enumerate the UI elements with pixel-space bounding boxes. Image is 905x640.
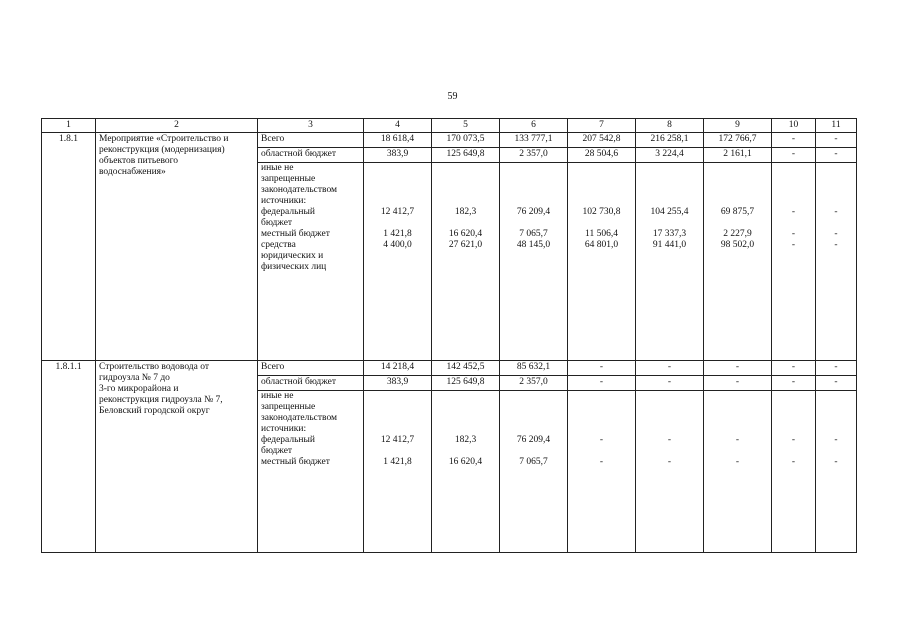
value-column	[636, 163, 704, 361]
value-line	[775, 218, 812, 229]
value-cell: 142 452,5	[432, 361, 500, 376]
value-line	[435, 251, 496, 262]
value-cell: 2 357,0	[500, 148, 568, 163]
value-cell: -	[816, 148, 857, 163]
value-line	[571, 262, 632, 273]
source-line: бюджет	[261, 218, 293, 228]
value-line	[707, 413, 768, 424]
name-line: реконструкция (модернизация)	[99, 145, 225, 155]
name-line: гидроузла № 7 до	[99, 373, 170, 383]
value-cell: -	[636, 376, 704, 391]
value-line: -	[834, 457, 838, 467]
value-line	[707, 251, 768, 262]
value-line	[819, 413, 853, 424]
value-cell: -	[816, 361, 857, 376]
value-line	[775, 424, 812, 435]
value-cell: -	[772, 376, 816, 391]
value-line	[367, 218, 428, 229]
value-line	[503, 163, 564, 174]
name-line: водоснабжения»	[99, 167, 166, 177]
header-cell: 1	[42, 119, 96, 133]
value-line	[639, 218, 700, 229]
source-line: иные не	[261, 391, 294, 401]
value-line: -	[735, 457, 740, 467]
value-column	[500, 163, 568, 361]
name-line: Беловский городской округ	[99, 406, 210, 416]
value-line	[503, 196, 564, 207]
value-cell: 18 618,4	[364, 133, 432, 148]
value-line	[503, 218, 564, 229]
value-line	[571, 174, 632, 185]
value-line: 12 412,7	[380, 207, 415, 217]
value-line	[435, 185, 496, 196]
value-cell: -	[816, 376, 857, 391]
value-line	[819, 402, 853, 413]
value-line	[707, 185, 768, 196]
value-line	[707, 391, 768, 402]
header-cell: 11	[816, 119, 857, 133]
value-line: -	[599, 457, 604, 467]
value-line: 1 421,8	[383, 457, 412, 467]
value-cell: 2 357,0	[500, 376, 568, 391]
value-column	[816, 391, 857, 553]
value-line	[775, 163, 812, 174]
value-line	[367, 424, 428, 435]
source-label: Всего	[258, 133, 364, 148]
row-name	[96, 133, 258, 361]
source-label: областной бюджет	[258, 376, 364, 391]
value-line: -	[834, 207, 838, 217]
source-line: физических лиц	[261, 262, 327, 272]
value-line	[639, 391, 700, 402]
value-line: -	[791, 457, 796, 467]
name-line: реконструкция гидроузла № 7,	[99, 395, 223, 405]
source-line: иные не	[261, 163, 294, 173]
name-line: Мероприятие «Строительство и	[99, 134, 229, 144]
header-cell: 9	[704, 119, 772, 133]
value-line: -	[791, 240, 796, 250]
value-line	[435, 262, 496, 273]
value-line	[571, 196, 632, 207]
value-line	[367, 163, 428, 174]
value-cell: -	[772, 361, 816, 376]
value-line	[639, 196, 700, 207]
value-cell: 14 218,4	[364, 361, 432, 376]
value-line	[775, 174, 812, 185]
value-line	[503, 185, 564, 196]
value-line	[571, 424, 632, 435]
value-line	[639, 185, 700, 196]
value-line	[639, 262, 700, 273]
value-cell: 170 073,5	[432, 133, 500, 148]
source-line: местный бюджет	[261, 457, 330, 467]
value-line	[819, 196, 853, 207]
value-line	[503, 402, 564, 413]
value-line	[707, 174, 768, 185]
source-line: законодательством	[261, 413, 338, 423]
value-line	[367, 251, 428, 262]
value-line: 16 620,4	[448, 229, 483, 239]
value-cell: 133 777,1	[500, 133, 568, 148]
source-line: запрещенные	[261, 402, 316, 412]
value-cell: 28 504,6	[568, 148, 636, 163]
value-line	[435, 391, 496, 402]
value-cell: 207 542,8	[568, 133, 636, 148]
value-cell: -	[772, 133, 816, 148]
value-line: 17 337,3	[652, 229, 687, 239]
value-line	[435, 424, 496, 435]
table-row	[42, 133, 857, 148]
value-cell: 125 649,8	[432, 148, 500, 163]
value-column	[364, 391, 432, 553]
value-cell: 383,9	[364, 376, 432, 391]
value-line	[367, 402, 428, 413]
value-cell: -	[636, 361, 704, 376]
value-line	[707, 424, 768, 435]
table-row	[42, 361, 857, 376]
value-line	[639, 251, 700, 262]
value-line	[639, 424, 700, 435]
source-line: местный бюджет	[261, 229, 330, 239]
value-line: -	[791, 435, 796, 445]
value-line	[639, 413, 700, 424]
value-line	[435, 402, 496, 413]
value-line	[775, 185, 812, 196]
value-line	[367, 174, 428, 185]
value-line: 182,3	[454, 207, 477, 217]
value-line	[775, 446, 812, 457]
value-line	[775, 262, 812, 273]
value-cell: 85 632,1	[500, 361, 568, 376]
row-code: 1.8.1.1	[42, 361, 96, 553]
source-line: источники:	[261, 424, 307, 434]
value-line: 7 065,7	[519, 229, 548, 239]
value-line	[435, 163, 496, 174]
header-cell: 4	[364, 119, 432, 133]
header-cell: 3	[258, 119, 364, 133]
value-line	[819, 446, 853, 457]
value-cell: 3 224,4	[636, 148, 704, 163]
value-line	[707, 262, 768, 273]
value-cell: 2 161,1	[704, 148, 772, 163]
value-line: 91 441,0	[652, 240, 687, 250]
value-line: -	[667, 435, 672, 445]
value-line	[571, 185, 632, 196]
value-line	[435, 446, 496, 457]
value-line	[503, 251, 564, 262]
source-line: юридических и	[261, 251, 324, 261]
value-line: -	[599, 435, 604, 445]
row-name	[96, 361, 258, 553]
page-number: 59	[447, 91, 458, 102]
value-line	[435, 413, 496, 424]
value-line: 102 730,8	[582, 207, 621, 217]
value-column	[432, 163, 500, 361]
value-cell: 216 258,1	[636, 133, 704, 148]
value-line	[571, 402, 632, 413]
value-line: 27 621,0	[448, 240, 483, 250]
source-line: федеральный	[261, 435, 315, 445]
value-line	[819, 185, 853, 196]
source-line: средства	[261, 240, 296, 250]
source-line: законодательством	[261, 185, 338, 195]
value-line: -	[834, 229, 838, 239]
value-line	[707, 446, 768, 457]
row-code: 1.8.1	[42, 133, 96, 361]
value-line: 98 502,0	[720, 240, 755, 250]
value-column	[636, 391, 704, 553]
value-cell: -	[568, 361, 636, 376]
value-line	[819, 424, 853, 435]
value-line	[571, 251, 632, 262]
source-line: федеральный	[261, 207, 315, 217]
value-cell: -	[816, 133, 857, 148]
value-line	[639, 163, 700, 174]
value-line	[707, 196, 768, 207]
value-line	[367, 262, 428, 273]
value-line: -	[834, 435, 838, 445]
value-line	[503, 391, 564, 402]
value-cell: -	[704, 361, 772, 376]
budget-table	[41, 118, 857, 553]
value-line: -	[834, 240, 838, 250]
value-cell: 383,9	[364, 148, 432, 163]
value-line	[503, 174, 564, 185]
value-line	[367, 446, 428, 457]
source-label: областной бюджет	[258, 148, 364, 163]
value-column	[704, 163, 772, 361]
value-line: 76 209,4	[516, 435, 551, 445]
value-line	[819, 163, 853, 174]
value-line	[571, 413, 632, 424]
value-cell: 125 649,8	[432, 376, 500, 391]
name-line: объектов питьевого	[99, 156, 179, 166]
value-line	[707, 402, 768, 413]
header-cell: 10	[772, 119, 816, 133]
value-column	[816, 163, 857, 361]
value-line: 2 227,9	[723, 229, 752, 239]
value-line: 48 145,0	[516, 240, 551, 250]
value-line	[571, 446, 632, 457]
value-line	[819, 391, 853, 402]
value-line: 1 421,8	[383, 229, 412, 239]
value-cell: -	[568, 376, 636, 391]
header-cell: 8	[636, 119, 704, 133]
source-line: бюджет	[261, 446, 293, 456]
value-line	[571, 163, 632, 174]
value-line	[367, 413, 428, 424]
source-label-group	[258, 163, 364, 361]
value-line	[639, 402, 700, 413]
value-column	[364, 163, 432, 361]
value-column	[772, 391, 816, 553]
value-line	[503, 413, 564, 424]
value-line	[775, 196, 812, 207]
value-line	[639, 174, 700, 185]
value-line	[503, 424, 564, 435]
source-line: источники:	[261, 196, 307, 206]
value-line	[775, 413, 812, 424]
value-line: 69 875,7	[720, 207, 755, 217]
value-column	[772, 163, 816, 361]
value-line	[435, 218, 496, 229]
value-line: 104 255,4	[650, 207, 689, 217]
value-line	[503, 262, 564, 273]
header-cell: 6	[500, 119, 568, 133]
value-column	[568, 163, 636, 361]
value-line: 12 412,7	[380, 435, 415, 445]
value-line	[367, 196, 428, 207]
value-line	[775, 251, 812, 262]
value-column	[432, 391, 500, 553]
value-line	[707, 163, 768, 174]
value-line: 64 801,0	[584, 240, 619, 250]
value-cell: -	[704, 376, 772, 391]
value-line: 76 209,4	[516, 207, 551, 217]
source-label-group	[258, 391, 364, 553]
value-line	[435, 174, 496, 185]
value-column	[500, 391, 568, 553]
value-line	[571, 218, 632, 229]
value-line: -	[735, 435, 740, 445]
name-line: 3-го микрорайона и	[99, 384, 179, 394]
value-line	[819, 174, 853, 185]
value-line	[367, 391, 428, 402]
source-line: запрещенные	[261, 174, 316, 184]
value-line	[639, 446, 700, 457]
value-line	[775, 402, 812, 413]
value-cell: -	[772, 148, 816, 163]
value-line: 4 400,0	[383, 240, 412, 250]
header-cell: 7	[568, 119, 636, 133]
value-line: -	[791, 229, 796, 239]
value-line: -	[791, 207, 796, 217]
header-cell: 2	[96, 119, 258, 133]
value-line	[819, 262, 853, 273]
value-line	[819, 218, 853, 229]
value-line	[571, 391, 632, 402]
value-line: -	[667, 457, 672, 467]
value-line	[435, 196, 496, 207]
value-line	[819, 251, 853, 262]
header-row	[42, 119, 857, 133]
name-line: Строительство водовода от	[99, 362, 209, 372]
value-line	[367, 185, 428, 196]
header-cell: 5	[432, 119, 500, 133]
value-line: 16 620,4	[448, 457, 483, 467]
value-line: 7 065,7	[519, 457, 548, 467]
value-column	[568, 391, 636, 553]
value-line	[775, 391, 812, 402]
value-cell: 172 766,7	[704, 133, 772, 148]
value-line: 11 506,4	[585, 229, 618, 239]
value-line	[503, 446, 564, 457]
value-line	[707, 218, 768, 229]
value-line: 182,3	[454, 435, 477, 445]
source-label: Всего	[258, 361, 364, 376]
value-column	[704, 391, 772, 553]
